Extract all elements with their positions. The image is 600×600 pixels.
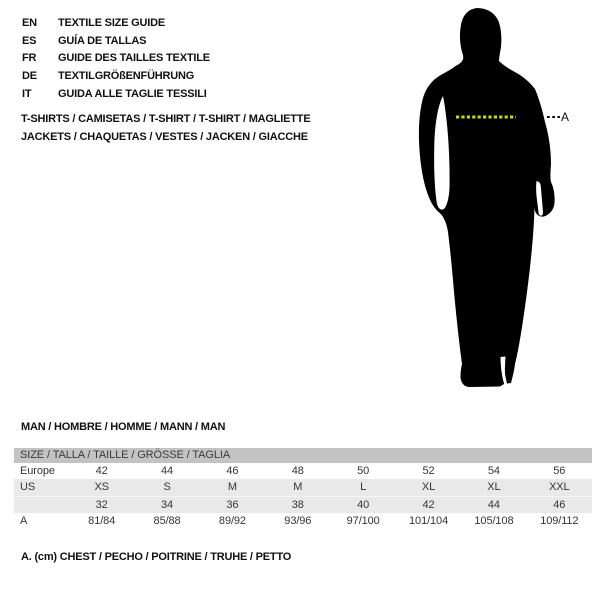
table-cell: XL bbox=[487, 481, 501, 493]
category-line-jackets: JACKETS / CHAQUETAS / VESTES / JACKEN / GIACCHE bbox=[21, 131, 308, 143]
table-cell: M bbox=[293, 481, 303, 493]
table-cell: 54 bbox=[487, 465, 500, 477]
table-cell: 42 bbox=[422, 499, 435, 511]
table-cell: L bbox=[360, 481, 367, 493]
table-cell: 32 bbox=[95, 499, 108, 511]
table-cell: 101/104 bbox=[409, 515, 449, 527]
language-label: TEXTILGRÖßENFÜHRUNG bbox=[58, 70, 195, 83]
table-cell: 36 bbox=[226, 499, 239, 511]
language-label: GUIDE DES TAILLES TEXTILE bbox=[58, 52, 210, 65]
language-code: DE bbox=[22, 70, 37, 83]
table-cell: 50 bbox=[357, 465, 370, 477]
table-cell: M bbox=[227, 481, 237, 493]
table-cell: 46 bbox=[226, 465, 239, 477]
table-row-us bbox=[14, 479, 592, 496]
table-cell: 48 bbox=[291, 465, 304, 477]
language-code: EN bbox=[22, 17, 37, 29]
row-label: Europe bbox=[20, 465, 55, 477]
table-cell: XL bbox=[421, 481, 436, 493]
table-row-numeric bbox=[14, 496, 592, 513]
table-cell: 44 bbox=[487, 499, 500, 511]
table-cell: XXL bbox=[549, 481, 570, 493]
table-cell: S bbox=[163, 481, 171, 493]
table-cell: 97/100 bbox=[346, 515, 380, 527]
table-cell: 56 bbox=[553, 465, 566, 477]
table-cell: 44 bbox=[161, 465, 174, 477]
table-cell: 109/112 bbox=[540, 515, 579, 527]
table-cell: XS bbox=[94, 481, 109, 493]
table-cell: 40 bbox=[357, 499, 370, 511]
size-table-header: SIZE / TALLA / TAILLE / GRÖSSE / TAGLIA bbox=[14, 448, 592, 463]
row-label: US bbox=[20, 481, 36, 493]
category-line-tshirts: T-SHIRTS / CAMISETAS / T-SHIRT / T-SHIRT / MAGLIETTE bbox=[21, 113, 311, 125]
table-cell: 52 bbox=[422, 465, 435, 477]
size-table bbox=[14, 448, 592, 530]
table-cell: 93/96 bbox=[284, 515, 312, 527]
table-cell: 38 bbox=[291, 499, 304, 511]
table-row-chest-a bbox=[14, 513, 592, 530]
table-cell: 42 bbox=[95, 465, 108, 477]
footnote-chest: A. (cm) CHEST / PECHO / POITRINE / TRUHE / PETTO bbox=[21, 551, 292, 563]
language-label: GUÍA DE TALLAS bbox=[58, 34, 147, 47]
table-cell: 81/84 bbox=[88, 515, 116, 527]
table-cell: 34 bbox=[161, 499, 174, 511]
table-cell: 105/108 bbox=[474, 515, 514, 527]
language-label: TEXTILE SIZE GUIDE bbox=[58, 17, 166, 29]
table-row-europe bbox=[14, 463, 592, 479]
table-cell: 46 bbox=[553, 499, 566, 511]
row-label bbox=[14, 497, 69, 513]
language-code: ES bbox=[22, 34, 37, 47]
table-cell: 89/92 bbox=[218, 515, 246, 527]
language-code: IT bbox=[22, 87, 32, 100]
language-code: FR bbox=[22, 52, 37, 65]
measurement-label-a: A bbox=[561, 110, 569, 124]
table-cell: 85/88 bbox=[153, 515, 181, 527]
section-title-man: MAN / HOMBRE / HOMME / MANN / MAN bbox=[21, 421, 226, 433]
language-label: GUIDA ALLE TAGLIE TESSILI bbox=[58, 87, 207, 100]
row-label: A bbox=[20, 515, 28, 527]
